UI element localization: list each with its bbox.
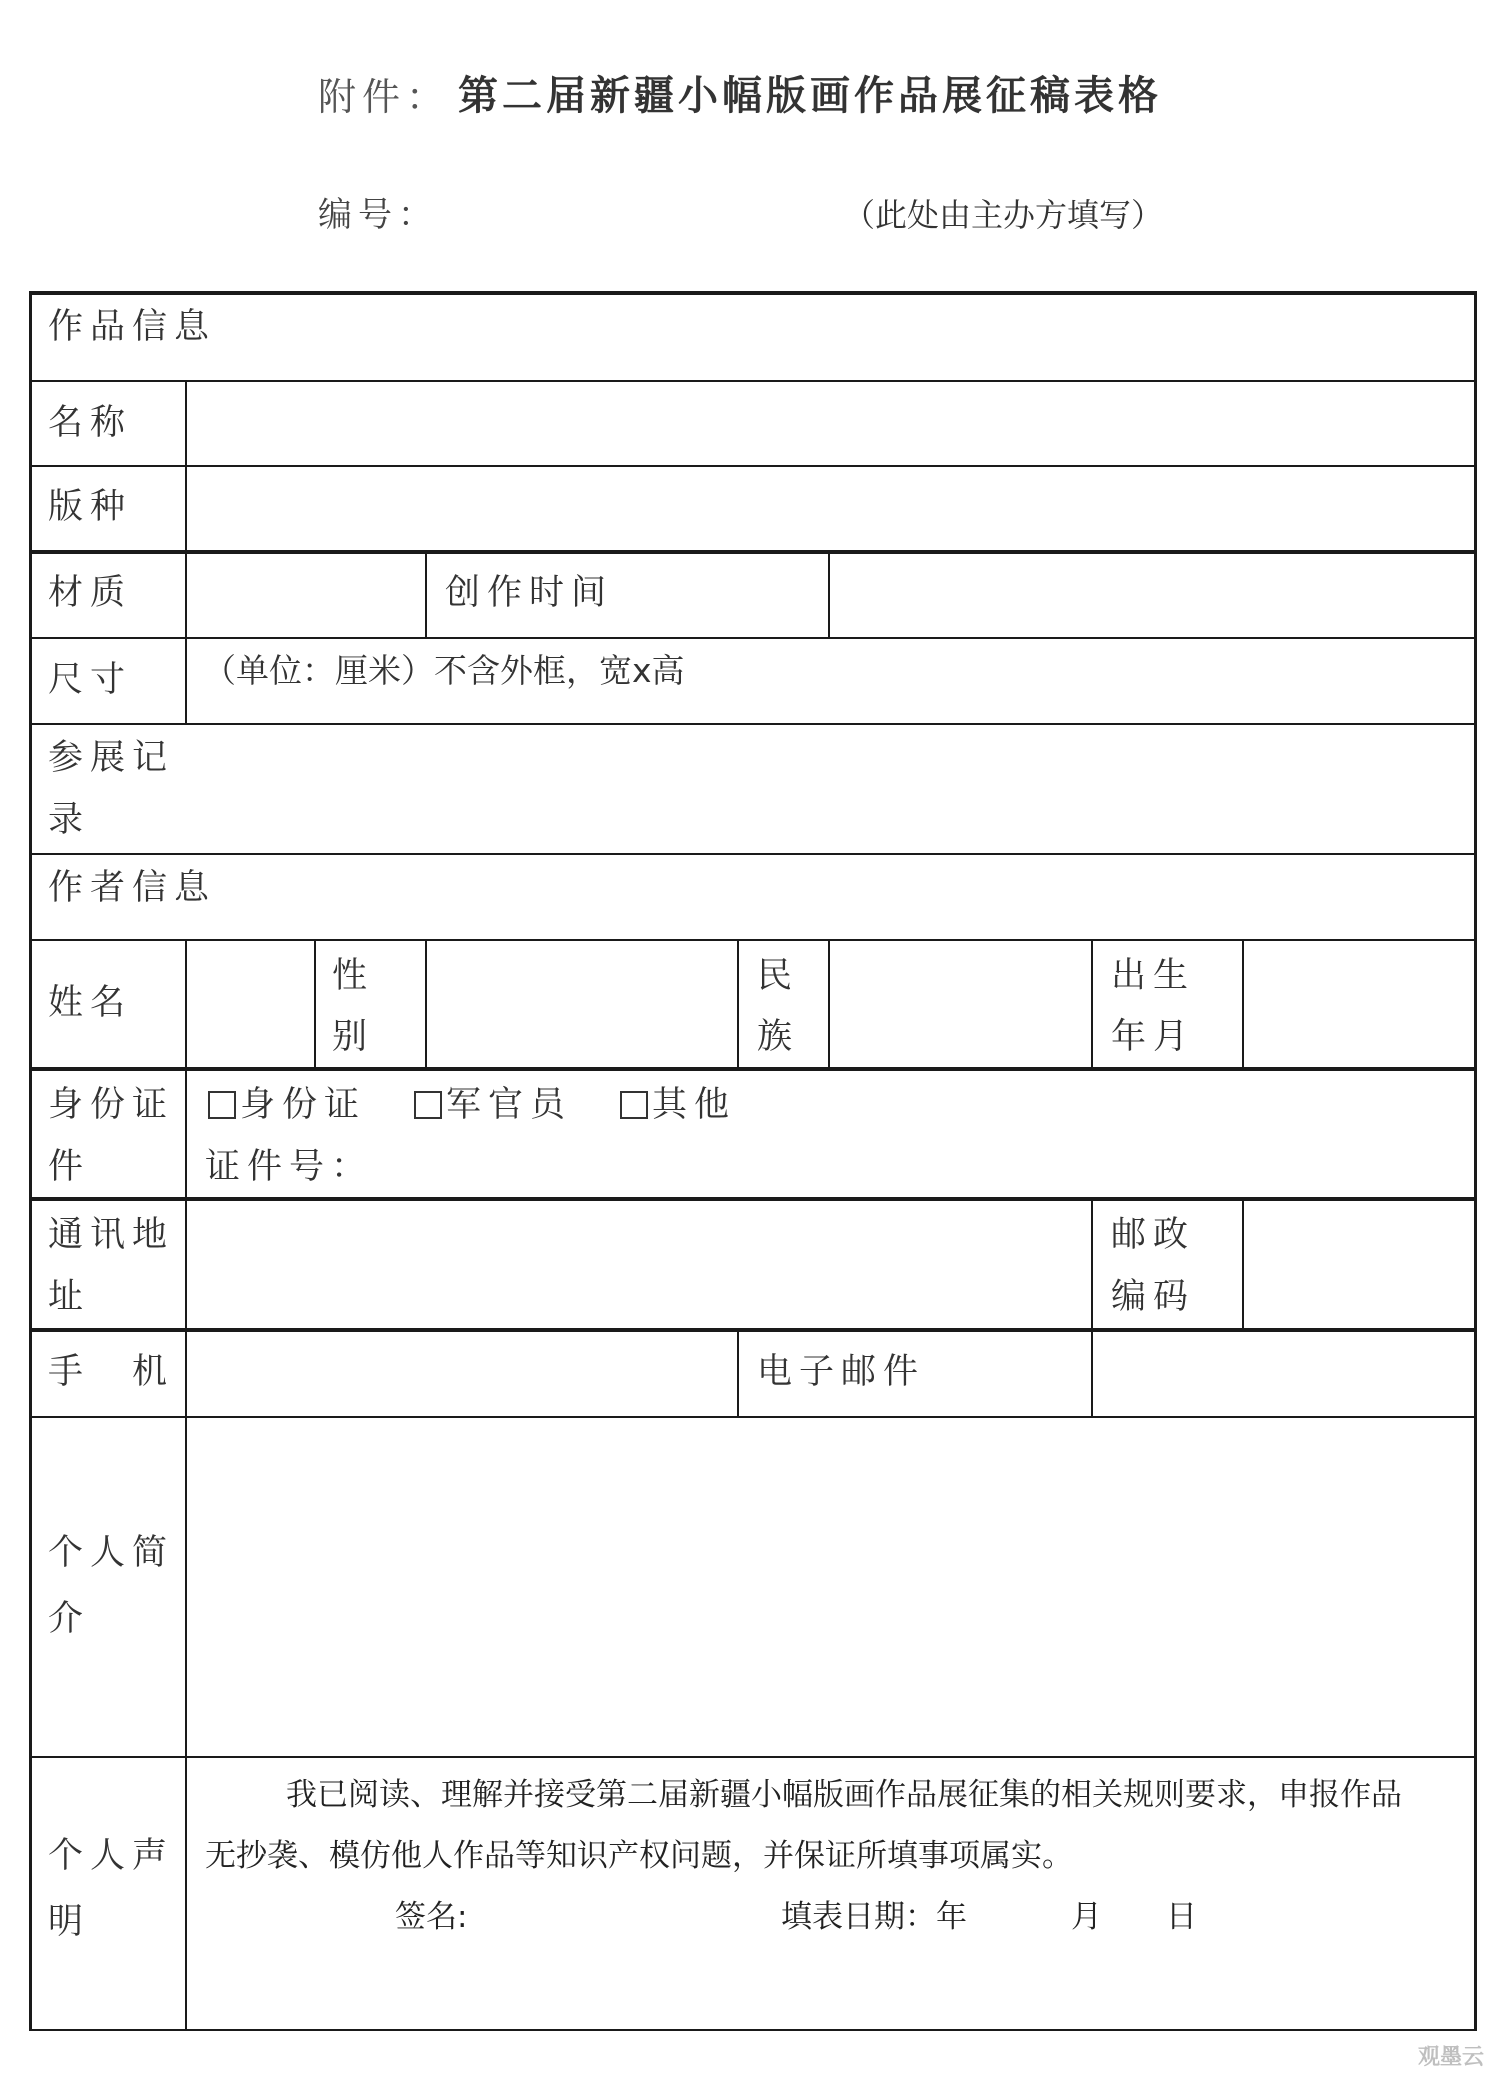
id-document-label-cont: 件 xyxy=(48,1147,91,1187)
col-line xyxy=(1091,1197,1093,1328)
id-option-id-card-text: 身份证 xyxy=(240,1085,367,1125)
row-line xyxy=(29,1756,1477,1758)
id-number-label: 证件号： xyxy=(205,1147,374,1187)
col-line xyxy=(185,380,187,723)
address-label: 通讯地 xyxy=(48,1215,175,1255)
row-line xyxy=(29,550,1477,554)
col-line xyxy=(1242,939,1244,1067)
row-line xyxy=(29,723,1477,725)
table-border-top xyxy=(29,291,1477,295)
table-border-right xyxy=(1474,291,1477,2031)
col-line xyxy=(737,939,739,1067)
row-line xyxy=(29,465,1477,467)
author-info-header: 作者信息 xyxy=(48,868,217,908)
serial-note: （此处由主办方填写） xyxy=(843,196,1164,234)
statement-label-cont: 明 xyxy=(48,1902,91,1942)
id-option-officer-text: 军官员 xyxy=(446,1085,573,1125)
day-label: 日 xyxy=(1166,1899,1197,1935)
col-line xyxy=(425,939,427,1067)
postal-code-label-cont: 编码 xyxy=(1111,1277,1196,1317)
date-label: 填表日期：年 xyxy=(781,1899,967,1935)
gender-label-cont: 别 xyxy=(332,1017,375,1057)
exhibition-record-label-cont: 录 xyxy=(48,800,91,840)
watermark-logo: 观墨云 xyxy=(1418,2045,1485,2070)
id-option-officer[interactable] xyxy=(414,1075,572,1135)
col-line xyxy=(185,939,187,2029)
title-prefix: 附件： xyxy=(318,75,451,119)
col-line xyxy=(425,550,427,637)
author-name-label: 姓名 xyxy=(48,983,133,1023)
col-line xyxy=(1242,1197,1244,1328)
statement-label: 个人声 xyxy=(48,1836,175,1876)
address-label-cont: 址 xyxy=(48,1277,91,1317)
col-line xyxy=(737,1328,739,1416)
checkbox-officer[interactable] xyxy=(414,1091,442,1119)
size-label: 尺寸 xyxy=(48,660,133,700)
print-type-label: 版种 xyxy=(48,487,133,527)
row-line xyxy=(29,1067,1477,1071)
col-line xyxy=(828,550,830,637)
row-line xyxy=(29,1328,1477,1332)
gender-label: 性 xyxy=(332,956,375,996)
statement-line-1: 我已阅读、理解并接受第二届新疆小幅版画作品展征集的相关规则要求，申报作品 xyxy=(286,1777,1402,1813)
work-info-header: 作品信息 xyxy=(48,307,217,347)
size-hint: （单位：厘米）不含外框，宽x高 xyxy=(203,651,685,690)
id-option-other[interactable] xyxy=(620,1075,736,1135)
col-line xyxy=(314,939,316,1067)
id-option-other-text: 其他 xyxy=(652,1085,737,1125)
mobile-label: 手 机 xyxy=(48,1352,175,1392)
row-line xyxy=(29,853,1477,855)
birth-date-label-cont: 年月 xyxy=(1111,1017,1196,1057)
bio-label: 个人简 xyxy=(48,1533,175,1573)
month-label: 月 xyxy=(1071,1899,1102,1935)
row-line xyxy=(29,380,1477,382)
exhibition-record-label: 参展记 xyxy=(48,738,175,778)
row-line xyxy=(29,1197,1477,1201)
page-title: 第二届新疆小幅版画作品展征稿表格 xyxy=(458,73,1162,119)
serial-label: 编号： xyxy=(318,195,438,235)
signature-label: 签名: xyxy=(395,1899,468,1935)
col-line xyxy=(828,939,830,1067)
table-border-bottom xyxy=(29,2029,1477,2031)
bio-label-cont: 介 xyxy=(48,1599,91,1639)
ethnicity-label-cont: 族 xyxy=(757,1017,800,1057)
creation-time-label: 创作时间 xyxy=(445,573,614,613)
col-line xyxy=(1091,939,1093,1067)
postal-code-label: 邮政 xyxy=(1111,1215,1196,1255)
name-label: 名称 xyxy=(48,403,133,443)
statement-line-2: 无抄袭、模仿他人作品等知识产权问题，并保证所填事项属实。 xyxy=(205,1838,1073,1874)
checkbox-id-card[interactable] xyxy=(208,1091,236,1119)
col-line xyxy=(1091,1328,1093,1416)
row-line xyxy=(29,1416,1477,1418)
checkbox-other[interactable] xyxy=(620,1091,648,1119)
table-border-left xyxy=(29,291,32,2031)
birth-date-label: 出生 xyxy=(1111,956,1196,996)
material-label: 材质 xyxy=(48,573,133,613)
row-line xyxy=(29,637,1477,639)
row-line xyxy=(29,939,1477,941)
id-document-label: 身份证 xyxy=(48,1085,175,1125)
ethnicity-label: 民 xyxy=(757,956,800,996)
email-label: 电子邮件 xyxy=(757,1352,926,1392)
id-option-id-card[interactable] xyxy=(208,1075,366,1135)
